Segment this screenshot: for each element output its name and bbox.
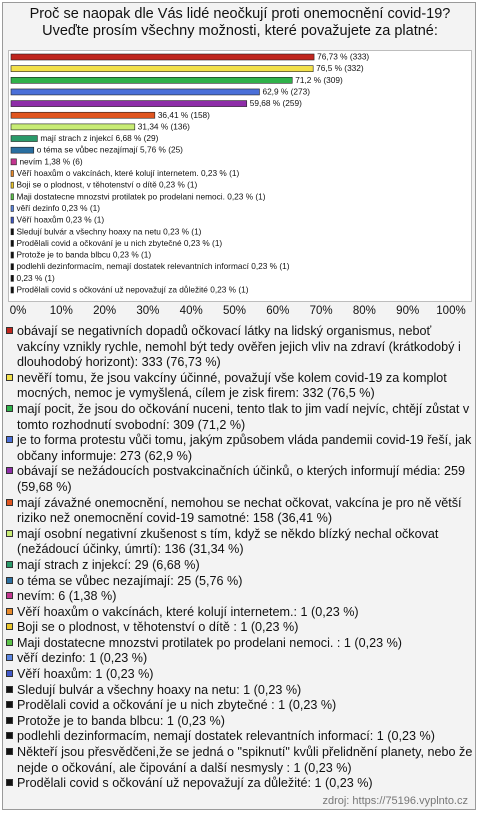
source-note: zdroj: https://75196.vyplnto.cz — [322, 795, 468, 807]
legend-swatch — [6, 405, 13, 412]
legend-item — [6, 605, 474, 621]
legend-item — [6, 371, 474, 402]
legend-item — [6, 620, 474, 636]
bar-20 — [11, 275, 14, 281]
legend-swatch — [6, 779, 13, 786]
bar-18 — [11, 252, 14, 258]
bar-label-4: 62,9 % (273) — [262, 86, 310, 97]
bar-13 — [11, 194, 14, 200]
bar-21 — [11, 287, 14, 293]
bar-19 — [11, 264, 14, 270]
legend-swatch — [6, 670, 13, 677]
bar-12 — [11, 182, 14, 188]
bar-label-14: věří dezinfo 0,23 % (1) — [16, 202, 100, 213]
legend-swatch — [6, 701, 13, 708]
bar-label-8: mají strach z injekcí 6,68 % (29) — [40, 133, 159, 144]
x-tick-label: 60% — [266, 305, 290, 317]
legend-swatch — [6, 654, 13, 661]
bar-5 — [11, 101, 247, 107]
legend-label: Boji se o plodnost, v těhotenství o dítě : 1 (0,23 %) — [17, 620, 299, 635]
bar-6 — [11, 112, 155, 118]
bar-label-20: 0,23 % (1) — [16, 272, 55, 283]
legend-swatch — [6, 530, 13, 537]
legend-label: věří dezinfo: 1 (0,23 %) — [17, 651, 148, 666]
bar-1 — [11, 54, 314, 60]
bar-label-9: o téma se vůbec nezajímají 5,76 % (25) — [36, 144, 183, 155]
legend-swatch — [6, 327, 13, 334]
bar-9 — [11, 147, 34, 153]
legend-item — [6, 683, 474, 699]
legend-item — [6, 714, 474, 730]
chart-title — [0, 6, 480, 40]
legend-item — [6, 589, 474, 605]
legend-label: Věří hoaxům o vakcínách, které kolují internetem.: 1 (0,23 %) — [17, 604, 359, 619]
bar-3 — [11, 77, 292, 83]
bar-4 — [11, 89, 259, 95]
x-tick-label: 80% — [352, 305, 376, 317]
legend-swatch — [6, 561, 13, 568]
bar-label-18: Protože je to banda blbcu 0,23 % (1) — [16, 249, 152, 260]
legend-swatch — [6, 686, 13, 693]
bar-label-11: Věří hoaxům o vakcínách, které kolují internetem. 0,23 % (1) — [16, 168, 240, 178]
bar-label-7: 31,34 % (136) — [137, 121, 190, 132]
legend-item — [6, 324, 474, 371]
bar-label-17: Prodělali covid a očkování je u nich zbytečné 0,23 % (1) — [16, 237, 223, 248]
legend-label: Prodělali covid s očkování už nepovažují za důležité: 1 (0,23 %) — [17, 776, 373, 791]
legend-label: Někteří jsou přesvědčeni,že se jedná o "spiknutí" kvůli přelidnění planety, nebo že nejde o očkování, ale čipování a další nesmysly : 1 (0,23 %) — [17, 745, 473, 775]
bar-label-15: Věří hoaxům 0,23 % (1) — [16, 214, 105, 225]
legend-label: mají osobní negativní zkušenost s tím, když se někdo blízký nechal očkovat (nežádoucí účinky, úmrtí): 136 (31,34 %) — [17, 526, 439, 557]
bar-11 — [11, 171, 14, 177]
legend-label: obávají se negativních dopadů očkovací látky na lidský organismus, neboť vakcíny vznikly rychle, nemohl být tedy ověřen jejich vliv na zdraví (krátkodobý i dlouhodobý horizont): 333 (76,73 %) — [17, 324, 461, 370]
legend-label: mají závažné onemocnění, nemohou se nechat očkovat, vakcína je pro ně větší riziko než onemocnění covid-19 samotné: 158 (36,41 %) — [17, 495, 462, 526]
legend-item — [6, 745, 474, 776]
legend-swatch — [6, 639, 13, 646]
legend-swatch — [6, 717, 13, 724]
x-tick-label: 70% — [309, 305, 333, 317]
legend-swatch — [6, 499, 13, 506]
bar-label-6: 36,41 % (158) — [157, 109, 210, 120]
bar-label-13: Maji dostatecne mnozstvi protilatek po prodelani nemoci. 0,23 % (1) — [16, 191, 266, 202]
legend-label: mají strach z injekcí: 29 (6,68 %) — [17, 557, 200, 572]
bar-15 — [11, 217, 14, 223]
legend-item — [6, 496, 474, 527]
x-tick-label: 90% — [396, 305, 420, 317]
legend-label: Maji dostatecne mnozstvi protilatek po prodelani nemoci. : 1 (0,23 %) — [17, 635, 403, 650]
x-tick-label: 30% — [136, 305, 160, 317]
chart-title-line-1: Proč se naopak dle Vás lidé neočkují proti onemocnění covid-19? — [29, 6, 451, 22]
legend-swatch — [6, 467, 13, 474]
bar-2 — [11, 66, 313, 72]
bar-16 — [11, 229, 14, 235]
legend-item — [6, 729, 474, 745]
legend-label: Věří hoaxům: 1 (0,23 %) — [17, 667, 154, 682]
bar-label-3: 71,2 % (309) — [295, 74, 343, 85]
legend-label: nevím: 6 (1,38 %) — [17, 589, 117, 604]
x-axis-ticks — [0, 305, 480, 321]
bar-label-5: 59,68 % (259) — [249, 98, 302, 109]
legend-label: je to forma protestu vůči tomu, jakým způsobem vláda pandemii covid-19 řeší, jak občany informuje: 273 (62,9 %) — [17, 433, 472, 463]
legend-label: mají pocit, že jsou do očkování nuceni, tento tlak to jim vadí nejvíc, chtějí zůstat v tomto rozhodnutí svobodní: 309 (71,2 %) — [17, 401, 470, 432]
bar-8 — [11, 136, 37, 142]
legend-item — [6, 776, 474, 792]
bar-17 — [11, 240, 14, 246]
legend-item — [6, 636, 474, 652]
bar-14 — [11, 205, 14, 211]
legend-item — [6, 527, 474, 558]
legend-item — [6, 433, 474, 464]
legend-swatch — [6, 436, 13, 443]
chart-title-line-2: Uveďte prosím všechny možnosti, které považujete za platné: — [42, 23, 438, 39]
plot-area — [8, 50, 472, 302]
legend-swatch — [6, 374, 13, 381]
x-tick-label: 0% — [9, 305, 27, 317]
bar-label-16: Sledují bulvár a všechny hoaxy na netu 0,23 % (1) — [16, 226, 202, 237]
legend-swatch — [6, 608, 13, 615]
bar-7 — [11, 124, 135, 130]
legend-item — [6, 667, 474, 683]
legend-label: o téma se vůbec nezajímají: 25 (5,76 %) — [17, 573, 243, 588]
bar-label-2: 76,5 % (332) — [316, 63, 364, 74]
legend-item — [6, 558, 474, 574]
legend-swatch — [6, 732, 13, 739]
bar-10 — [11, 159, 16, 165]
bar-label-12: Boji se o plodnost, v těhotenství o dítě 0,23 % (1) — [16, 179, 198, 190]
legend-swatch — [6, 623, 13, 630]
bar-label-21: Prodělali covid s očkování už nepovažují za důležité 0,23 % (1) — [16, 284, 249, 295]
x-tick-label: 50% — [222, 305, 247, 317]
x-tick-label: 20% — [93, 305, 117, 317]
legend-item — [6, 698, 474, 714]
x-tick-label: 100% — [436, 305, 466, 317]
bar-label-1: 76,73 % (333) — [317, 51, 370, 62]
legend-item — [6, 574, 474, 590]
legend-label: obávají se nežádoucích postvakcinačních účinků, o kterých informují média: 259 (59,68 %) — [17, 464, 466, 494]
legend-label: Prodělali covid a očkování je u nich zbytečné : 1 (0,23 %) — [17, 698, 337, 713]
x-tick-label: 40% — [179, 305, 203, 317]
legend-label: Protože je to banda blbcu: 1 (0,23 %) — [17, 713, 225, 728]
legend-item — [6, 402, 474, 433]
x-tick-label: 10% — [49, 305, 73, 317]
legend-label: Sledují bulvár a všechny hoaxy na netu: 1 (0,23 %) — [17, 682, 302, 697]
legend-swatch — [6, 592, 13, 599]
legend — [6, 324, 474, 792]
legend-item — [6, 651, 474, 667]
legend-item — [6, 464, 474, 495]
legend-swatch — [6, 577, 13, 584]
bar-label-10: nevím 1,38 % (6) — [19, 156, 83, 167]
bar-label-19: podlehli dezinformacím, nemají dostatek relevantních informací 0,23 % (1) — [16, 261, 290, 272]
bar-chart — [9, 51, 471, 301]
legend-label: nevěří tomu, že jsou vakcíny účinné, považují vše kolem covid-19 za komplot mocných, nemoc je vymyšlená, cílem je zisk firem: 332 (76,5 %) — [17, 370, 447, 401]
legend-swatch — [6, 748, 13, 755]
legend-label: podlehli dezinformacím, nemají dostatek relevantních informací: 1 (0,23 %) — [17, 729, 435, 744]
